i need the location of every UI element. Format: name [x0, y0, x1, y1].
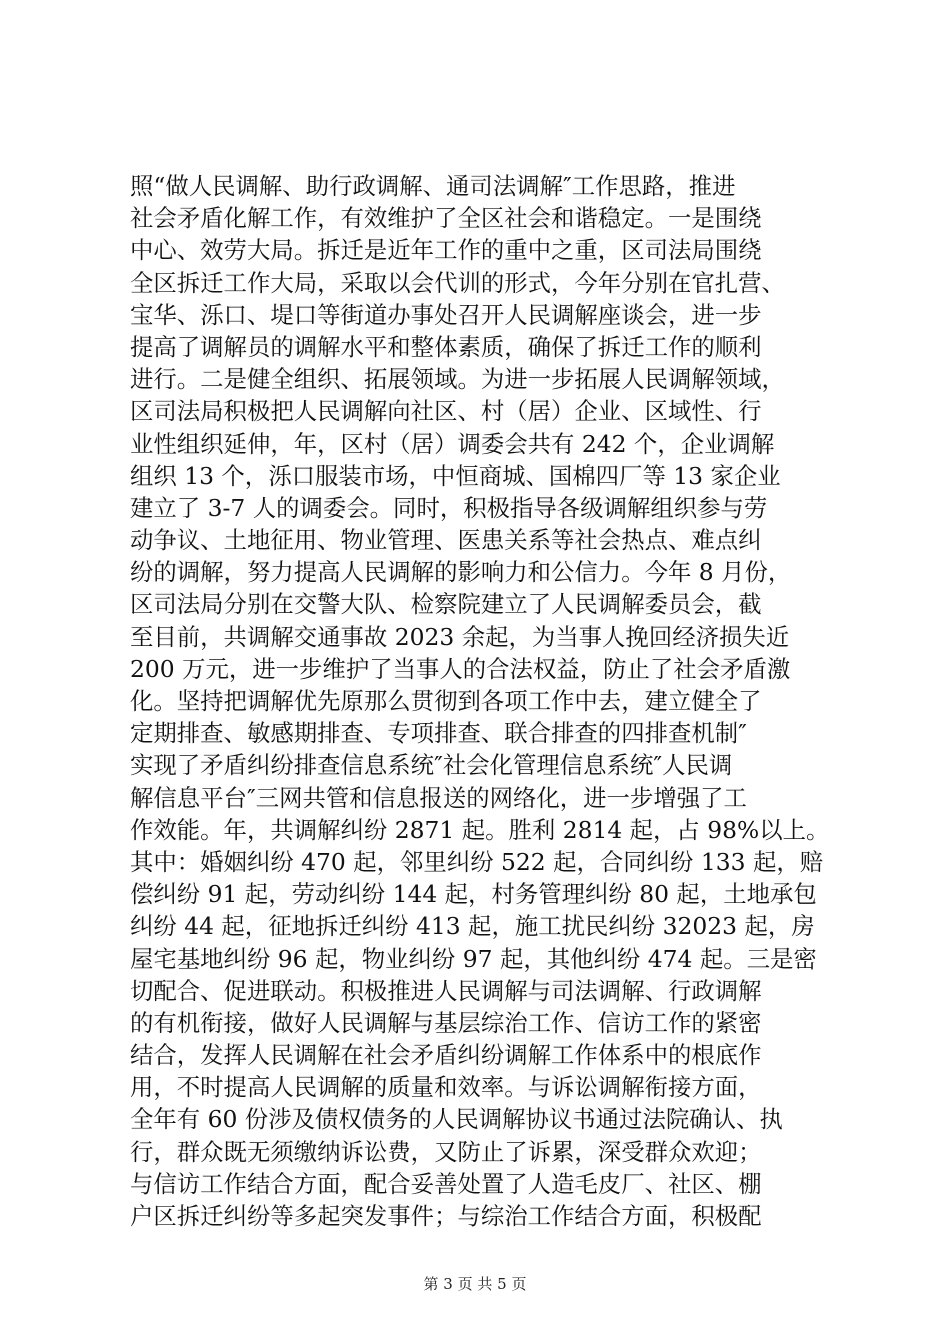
text-line: 行，群众既无须缴纳诉讼费，又防止了诉累，深受群众欢迎；: [130, 1137, 762, 1166]
text-line: 宝华、泺口、堤口等街道办事处召开人民调解座谈会，进一步: [130, 300, 762, 329]
page-footer: [0, 1274, 950, 1294]
text-line: 建立了 3-7 人的调委会。同时，积极指导各级调解组织参与劳: [130, 493, 768, 522]
text-line: 的有机衔接，做好人民调解与基层综治工作、信访工作的紧密: [130, 1008, 762, 1037]
text-line: 解信息平台″三网共管和信息报送的网络化，进一步增强了工: [130, 783, 747, 812]
text-line: 纷的调解，努力提高人民调解的影响力和公信力。今年 8 月份，: [130, 558, 792, 587]
text-line: 中心、效劳大局。拆迁是近年工作的重中之重，区司法局围绕: [130, 236, 762, 265]
text-line: 进行。二是健全组织、拓展领域。为进一步拓展人民调解领域，: [130, 365, 785, 394]
text-line: 纠纷 44 起，征地拆迁纠纷 413 起，施工扰民纠纷 32023 起，房: [130, 912, 815, 941]
text-line: 用，不时提高人民调解的质量和效率。与诉讼调解衔接方面，: [130, 1073, 762, 1102]
text-line: 偿纠纷 91 起，劳动纠纷 144 起，村务管理纠纷 80 起，土地承包: [130, 880, 817, 909]
text-line: 200 万元，进一步维护了当事人的合法权益，防止了社会矛盾激: [130, 654, 791, 683]
text-line: 户区拆迁纠纷等多起突发事件；与综治工作结合方面，积极配: [130, 1202, 762, 1230]
text-line: 区司法局积极把人民调解向社区、村（居）企业、区域性、行: [130, 397, 762, 426]
text-line: 全区拆迁工作大局，采取以会代训的形式，今年分别在官扎营、: [130, 268, 785, 297]
text-line: 实现了矛盾纠纷排查信息系统″社会化管理信息系统″人民调: [130, 751, 733, 780]
text-line: 社会矛盾化解工作，有效维护了全区社会和谐稳定。一是围绕: [130, 204, 762, 233]
text-line: 屋宅基地纠纷 96 起，物业纠纷 97 起，其他纠纷 474 起。三是密: [130, 944, 817, 973]
text-line: 照“做人民调解、助行政调解、通司法调解″工作思路，推进: [130, 172, 736, 200]
text-line: 作效能。年，共调解纠纷 2871 起。胜利 2814 起，占 98%以上。: [130, 815, 830, 844]
text-line: 结合，发挥人民调解在社会矛盾纠纷调解工作体系中的根底作: [130, 1041, 762, 1070]
text-line: 业性组织延伸，年，区村（居）调委会共有 242 个，企业调解: [130, 429, 775, 458]
text-line: 区司法局分别在交警大队、检察院建立了人民调解委员会，截: [130, 590, 762, 619]
text-line: 定期排查、敏感期排查、专项排查、联合排查的四排查机制″: [130, 719, 747, 748]
text-line: 动争议、土地征用、物业管理、医患关系等社会热点、难点纠: [130, 526, 762, 555]
text-line: 化。坚持把调解优先原那么贯彻到各项工作中去，建立健全了: [130, 687, 762, 715]
text-line: 提高了调解员的调解水平和整体素质，确保了拆迁工作的顺利: [130, 332, 762, 361]
text-line: 与信访工作结合方面，配合妥善处置了人造毛皮厂、社区、棚: [130, 1169, 762, 1198]
text-line: 其中：婚姻纠纷 470 起，邻里纠纷 522 起，合同纠纷 133 起，赔: [130, 847, 824, 876]
page-number-label: 第 3 页 共 5 页: [423, 1275, 527, 1293]
text-line: 切配合、促进联动。积极推进人民调解与司法调解、行政调解: [130, 976, 762, 1005]
text-line: 至目前，共调解交通事故 2023 余起，为当事人挽回经济损失近: [130, 622, 790, 651]
text-line: 全年有 60 份涉及债权债务的人民调解协议书通过法院确认、执: [130, 1105, 783, 1134]
text-line: 组织 13 个，泺口服装市场，中恒商城、国棉四厂等 13 家企业: [130, 461, 781, 490]
body-text: [130, 170, 830, 1232]
